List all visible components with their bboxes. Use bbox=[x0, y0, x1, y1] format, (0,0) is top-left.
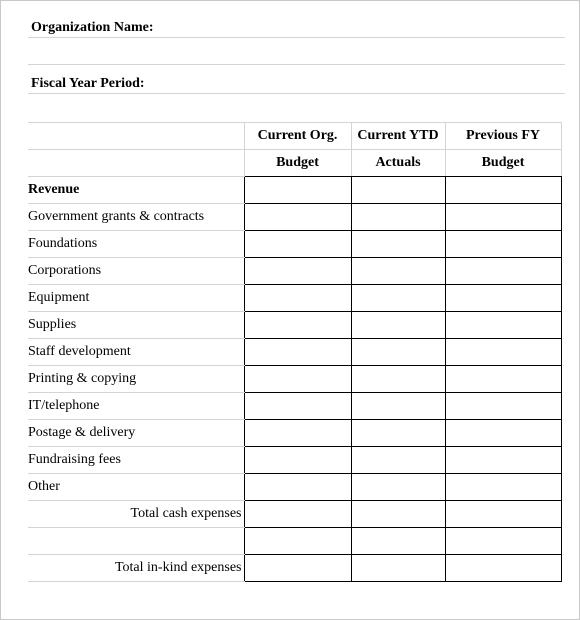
table-row bbox=[28, 447, 561, 474]
entry-cell-current-ytd-actuals[interactable] bbox=[351, 420, 445, 447]
row-label: Postage & delivery bbox=[28, 420, 244, 447]
column-header-current-org-line2: Budget bbox=[244, 150, 351, 177]
entry-cell-current-org-budget[interactable] bbox=[244, 474, 351, 501]
table-row bbox=[28, 312, 561, 339]
entry-cell-previous-fy-budget[interactable] bbox=[445, 474, 561, 501]
entry-cell-current-org-budget[interactable] bbox=[244, 366, 351, 393]
entry-cell-previous-fy-budget[interactable] bbox=[445, 312, 561, 339]
table-row bbox=[28, 474, 561, 501]
entry-cell-previous-fy-budget[interactable] bbox=[445, 177, 561, 204]
entry-cell-previous-fy-budget[interactable] bbox=[445, 339, 561, 366]
entry-cell-current-ytd-actuals[interactable] bbox=[351, 474, 445, 501]
entry-cell-previous-fy-budget[interactable] bbox=[445, 528, 561, 555]
row-label: Foundations bbox=[28, 231, 244, 258]
row-label: Government grants & contracts bbox=[28, 204, 244, 231]
entry-cell-previous-fy-budget[interactable] bbox=[445, 204, 561, 231]
column-header-current-ytd-line2: Actuals bbox=[351, 150, 445, 177]
entry-cell-previous-fy-budget[interactable] bbox=[445, 366, 561, 393]
row-label: Printing & copying bbox=[28, 366, 244, 393]
row-label: Fundraising fees bbox=[28, 447, 244, 474]
entry-cell-current-org-budget[interactable] bbox=[244, 177, 351, 204]
column-header-current-org-line1: Current Org. bbox=[244, 123, 351, 150]
table-row bbox=[28, 393, 561, 420]
entry-cell-previous-fy-budget[interactable] bbox=[445, 555, 561, 582]
entry-cell-current-ytd-actuals[interactable] bbox=[351, 555, 445, 582]
header-row-1 bbox=[28, 123, 561, 150]
entry-cell-current-org-budget[interactable] bbox=[244, 339, 351, 366]
entry-cell-current-org-budget[interactable] bbox=[244, 447, 351, 474]
entry-cell-current-ytd-actuals[interactable] bbox=[351, 339, 445, 366]
column-header-current-ytd-line1: Current YTD bbox=[351, 123, 445, 150]
row-label: Supplies bbox=[28, 312, 244, 339]
entry-cell-current-ytd-actuals[interactable] bbox=[351, 501, 445, 528]
entry-cell-current-ytd-actuals[interactable] bbox=[351, 528, 445, 555]
row-label: Staff development bbox=[28, 339, 244, 366]
row-label: Total in-kind expenses bbox=[28, 555, 244, 582]
table-row bbox=[28, 528, 561, 555]
entry-cell-previous-fy-budget[interactable] bbox=[445, 285, 561, 312]
row-label: Other bbox=[28, 474, 244, 501]
table-row bbox=[28, 501, 561, 528]
row-label bbox=[28, 528, 244, 555]
table-row bbox=[28, 555, 561, 582]
entry-cell-current-ytd-actuals[interactable] bbox=[351, 285, 445, 312]
entry-cell-current-ytd-actuals[interactable] bbox=[351, 258, 445, 285]
entry-cell-current-ytd-actuals[interactable] bbox=[351, 393, 445, 420]
entry-cell-current-ytd-actuals[interactable] bbox=[351, 231, 445, 258]
entry-cell-current-ytd-actuals[interactable] bbox=[351, 447, 445, 474]
entry-cell-current-ytd-actuals[interactable] bbox=[351, 204, 445, 231]
entry-cell-current-org-budget[interactable] bbox=[244, 528, 351, 555]
entry-cell-previous-fy-budget[interactable] bbox=[445, 501, 561, 528]
entry-cell-current-org-budget[interactable] bbox=[244, 204, 351, 231]
header-blank-cell bbox=[28, 123, 244, 150]
fiscal-year-period-line bbox=[28, 93, 565, 94]
header-blank-cell bbox=[28, 150, 244, 177]
budget-table bbox=[28, 122, 562, 582]
organization-name-line-2 bbox=[28, 64, 565, 65]
organization-name-line-1 bbox=[28, 37, 565, 38]
table-row bbox=[28, 285, 561, 312]
row-label: Revenue bbox=[28, 177, 244, 204]
table-row bbox=[28, 204, 561, 231]
entry-cell-previous-fy-budget[interactable] bbox=[445, 258, 561, 285]
row-label: Equipment bbox=[28, 285, 244, 312]
entry-cell-previous-fy-budget[interactable] bbox=[445, 420, 561, 447]
fiscal-year-period-label: Fiscal Year Period: bbox=[31, 76, 145, 91]
entry-cell-current-ytd-actuals[interactable] bbox=[351, 177, 445, 204]
row-label: Total cash expenses bbox=[28, 501, 244, 528]
header-row-2 bbox=[28, 150, 561, 177]
entry-cell-previous-fy-budget[interactable] bbox=[445, 231, 561, 258]
table-row bbox=[28, 420, 561, 447]
entry-cell-current-org-budget[interactable] bbox=[244, 285, 351, 312]
table-row bbox=[28, 177, 561, 204]
entry-cell-current-ytd-actuals[interactable] bbox=[351, 366, 445, 393]
entry-cell-current-org-budget[interactable] bbox=[244, 258, 351, 285]
row-label: IT/telephone bbox=[28, 393, 244, 420]
column-header-previous-fy-line1: Previous FY bbox=[445, 123, 561, 150]
entry-cell-current-org-budget[interactable] bbox=[244, 555, 351, 582]
table-row bbox=[28, 339, 561, 366]
entry-cell-current-org-budget[interactable] bbox=[244, 231, 351, 258]
entry-cell-previous-fy-budget[interactable] bbox=[445, 447, 561, 474]
table-row bbox=[28, 231, 561, 258]
column-header-previous-fy-line2: Budget bbox=[445, 150, 561, 177]
table-row bbox=[28, 258, 561, 285]
row-label: Corporations bbox=[28, 258, 244, 285]
entry-cell-current-org-budget[interactable] bbox=[244, 501, 351, 528]
entry-cell-previous-fy-budget[interactable] bbox=[445, 393, 561, 420]
organization-name-label: Organization Name: bbox=[31, 20, 154, 35]
table-row bbox=[28, 366, 561, 393]
entry-cell-current-ytd-actuals[interactable] bbox=[351, 312, 445, 339]
entry-cell-current-org-budget[interactable] bbox=[244, 312, 351, 339]
entry-cell-current-org-budget[interactable] bbox=[244, 420, 351, 447]
entry-cell-current-org-budget[interactable] bbox=[244, 393, 351, 420]
